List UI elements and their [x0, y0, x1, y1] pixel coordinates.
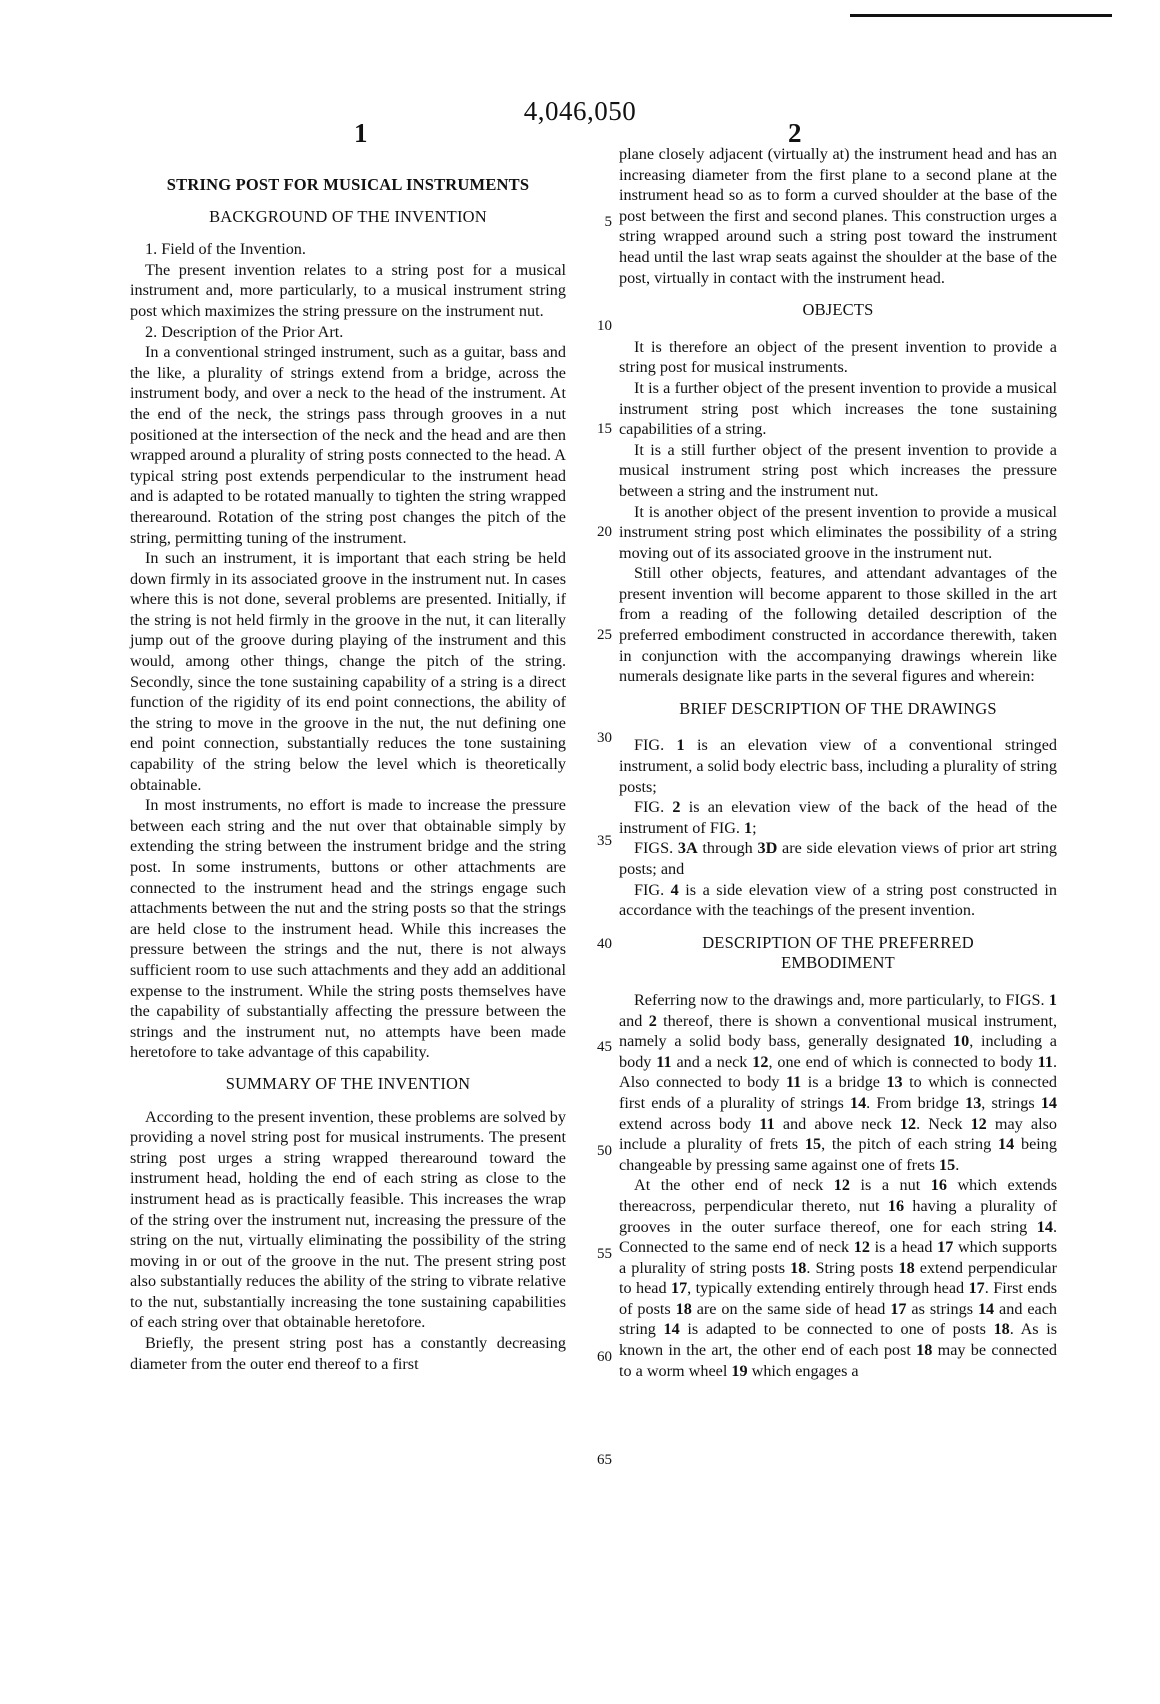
- desc-text: is a nut: [849, 1176, 931, 1195]
- line-number: 25: [597, 627, 612, 643]
- reference-numeral: 2: [648, 1011, 657, 1030]
- desc-text: . Neck: [916, 1114, 971, 1133]
- heading-drawings: BRIEF DESCRIPTION OF THE DRAWINGS: [679, 698, 997, 718]
- heading-background: BACKGROUND OF THE INVENTION: [209, 206, 487, 226]
- reference-numeral: 12: [833, 1176, 850, 1195]
- desc-text: is a head: [869, 1238, 938, 1257]
- fig-text: FIGS.: [634, 839, 678, 858]
- fig-text: is a side elevation view of a string post constructed in accordance with the teachings of the present invention.: [619, 880, 1057, 920]
- reference-numeral: 11: [759, 1114, 775, 1133]
- reference-numeral: 13: [965, 1093, 982, 1112]
- line-number: 45: [597, 1039, 612, 1055]
- desc-text: are on the same side of head: [691, 1299, 891, 1318]
- heading-objects: OBJECTS: [802, 300, 874, 320]
- desc-text: may also include a plurality of frets: [619, 1114, 1058, 1154]
- fig-text: FIG.: [634, 736, 677, 755]
- desc-text: having a plurality of grooves in the outer surface thereof, one for each string: [619, 1196, 1057, 1236]
- prior-art-paragraph-1: In a conventional stringed instrument, such as a guitar, bass and the like, a plurality of strings extend from a bridge, across the instrument body, and over a neck to the head of the instrument. At the end of the neck, the strings pass through grooves in a nut positioned at the intersection of the neck and the head and are then wrapped around a plurality of string posts connected to the head. A typical string post extends perpendicular to the instrument head and is adapted to be rotated manually to tighten the string wrapped therearound. Rotation of the string post changes the pitch of the string, permitting tuning of the instrument.: [130, 343, 566, 547]
- prior-art-paragraph-3: In most instruments, no effort is made to increase the pressure between each string and the nut over that obtainable simply by extending the string between the instrument bridge and the string post. In some instruments, buttons or other attachments are connected to the instrument head and the strings engage such attachments between the nut and the string posts so that the strings are held close to the instrument head. While this increases the pressure between the strings and the nut, there is not always sufficient room to use such attachments and they add an additional expense to the instrument. While the string posts themselves have the capability of substantially affecting the pressure between the strings and the instrument nut, no attempts have been made heretofore to take advantage of this capability.: [130, 796, 566, 1062]
- desc-text: , strings: [981, 1093, 1041, 1112]
- desc-text: being changeable by pressing same against one of frets: [619, 1135, 1057, 1174]
- desc-text: as strings: [906, 1299, 978, 1318]
- desc-text: and above neck: [774, 1114, 900, 1133]
- reference-numeral: 14: [977, 1299, 995, 1318]
- reference-numeral: 1: [1048, 990, 1057, 1009]
- description-paragraph-1: [619, 990, 1057, 1175]
- reference-numeral: 13: [886, 1073, 903, 1092]
- heading-summary: SUMMARY OF THE INVENTION: [225, 1073, 471, 1093]
- desc-text: extend perpendicular to head: [619, 1258, 1057, 1298]
- desc-text: . Connected to the same end of neck: [619, 1217, 1057, 1257]
- desc-text: may be connected to a worm wheel: [619, 1341, 1058, 1380]
- desc-text: .: [955, 1155, 960, 1174]
- reference-numeral: 16: [930, 1176, 947, 1195]
- line-number: 50: [597, 1143, 612, 1159]
- field-paragraph: The present invention relates to a string post for a musical instrument and, more particularly, to a musical instrument string post which maximizes the string pressure on the instrument nut.: [130, 260, 566, 320]
- desc-text: . As is known in the art, the other end of each post: [619, 1320, 1058, 1360]
- line-number: 55: [597, 1246, 612, 1262]
- line-number: 65: [597, 1452, 612, 1468]
- fig-text: is an elevation view of a conventional stringed instrument, a solid body electric bass, including a plurality of string posts;: [619, 736, 1057, 796]
- figure-ref: 1: [676, 736, 685, 755]
- reference-numeral: 18: [790, 1258, 807, 1277]
- desc-text: . Also connected to body: [619, 1052, 1057, 1092]
- line-numbers: [572, 0, 616, 1704]
- line-number: 30: [597, 730, 612, 746]
- reference-numeral: 18: [898, 1258, 915, 1277]
- reference-numeral: 14: [1036, 1217, 1053, 1236]
- desc-text: Referring now to the drawings and, more particularly, to FIGS.: [634, 990, 1049, 1009]
- desc-text: . From bridge: [866, 1093, 966, 1112]
- reference-numeral: 18: [675, 1299, 692, 1318]
- fig-text: is an elevation view of the back of the head of the instrument of FIG.: [619, 798, 1058, 837]
- line-number: 20: [597, 524, 612, 540]
- heading-description-line-1: DESCRIPTION OF THE PREFERRED: [702, 932, 974, 952]
- desc-text: and: [619, 1011, 649, 1030]
- heading-description-line-2: EMBODIMENT: [781, 953, 895, 973]
- column-number-left: 1: [354, 118, 368, 148]
- reference-numeral: 10: [953, 1032, 970, 1051]
- description-paragraph-2: [619, 1175, 1057, 1381]
- reference-numeral: 15: [804, 1135, 822, 1154]
- figure-ref: 4: [670, 880, 679, 899]
- right-column: [619, 144, 1057, 1381]
- line-number: 60: [597, 1349, 612, 1365]
- fig-text: ;: [752, 818, 757, 837]
- field-label: 1. Field of the Invention.: [145, 240, 306, 259]
- desc-text: , typically extending entirely through head: [687, 1279, 969, 1298]
- reference-numeral: 16: [887, 1196, 905, 1215]
- desc-text: , the pitch of each string: [821, 1135, 999, 1154]
- object-paragraph-1: It is therefore an object of the present invention to provide a string post for musical instruments.: [619, 337, 1057, 377]
- left-column: [130, 175, 566, 1374]
- figure-ref: 3A: [677, 839, 698, 858]
- column-number-right: 2: [788, 118, 802, 148]
- desc-text: , including a body: [619, 1032, 1057, 1071]
- fig-text: FIG.: [634, 880, 671, 899]
- object-paragraph-3: It is a still further object of the present invention to provide a musical instrument string post which increases the pressure between a string and the instrument nut.: [619, 440, 1057, 500]
- figure-4-description: [619, 880, 1057, 921]
- reference-numeral: 17: [890, 1299, 907, 1318]
- line-number: 35: [597, 833, 612, 849]
- desc-text: which extends thereacross, perpendicular thereto, nut: [619, 1176, 1057, 1215]
- prior-art-paragraph-2: In such an instrument, it is important that each string be held down firmly in its associated groove in the instrument nut. In cases where this is not done, several problems are presented. Initially, if the string is not held firmly in the groove in the nut, it can literally jump out of the groove during playing of the instrument and this would, among other things, change the pitch of the string. Secondly, since the tone sustaining capability of a string is a direct function of the rigidity of its end point connections, the ability of the string to move in the groove in the nut, the nut defining one end point connection, substantially reduces the tone sustaining capability of the string below the level which is theoretically obtainable.: [130, 549, 566, 794]
- figure-3-description: [619, 838, 1057, 879]
- line-number: 40: [597, 936, 612, 952]
- summary-paragraph-1: According to the present invention, these problems are solved by providing a novel string post for musical instruments. The present string post urges a string wrapped therearound toward the instrument head, holding the end of each string as close to the instrument head as is practically feasible. This increases the wrap of the string over the instrument nut, increasing the pressure of the string on the nut, virtually eliminating the possibility of the string moving in or out of the groove in the nut. The present string post also substantially reduces the ability of the string to vibrate relative to the nut, substantially increasing the tone sustaining capabilities of each string over that obtainable heretofore.: [130, 1107, 566, 1332]
- reference-numeral: 19: [731, 1361, 748, 1380]
- figure-2-description: [619, 797, 1057, 838]
- desc-text: thereof, there is shown a conventional musical instrument, namely a solid body bass, generally designated: [619, 1011, 1057, 1051]
- reference-numeral: 14: [849, 1093, 867, 1112]
- reference-numeral: 11: [785, 1073, 802, 1092]
- reference-numeral: 17: [937, 1238, 954, 1257]
- line-number: 5: [604, 214, 612, 230]
- desc-text: which engages a: [747, 1361, 859, 1380]
- reference-numeral: 18: [916, 1341, 933, 1360]
- summary-paragraph-2: Briefly, the present string post has a constantly decreasing diameter from the outer end thereof to a first: [130, 1334, 566, 1373]
- line-number: 10: [597, 318, 612, 334]
- desc-text: to which is connected first ends of a plurality of strings: [619, 1073, 1057, 1112]
- prior-art-label: 2. Description of the Prior Art.: [145, 322, 344, 341]
- reference-numeral: 12: [752, 1052, 769, 1071]
- desc-text: At the other end of neck: [634, 1176, 834, 1195]
- patent-number: 4,046,050: [523, 96, 637, 126]
- line-number: 15: [597, 421, 612, 437]
- desc-text: and each string: [619, 1299, 1057, 1339]
- continuation-paragraph: plane closely adjacent (virtually at) the instrument head and has an increasing diameter from the first plane to a second plane at the instrument head so as to form a curved shoulder at the base of the post between the first and second planes. This construction urges a string wrapped around such a string post toward the instrument head until the last wrap seats against the shoulder at the base of the post, virtually in contact with the instrument head.: [619, 145, 1057, 287]
- reference-numeral: 18: [993, 1320, 1010, 1339]
- reference-numeral: 11: [656, 1052, 672, 1071]
- reference-numeral: 12: [970, 1114, 987, 1133]
- object-paragraph-4: It is another object of the present invention to provide a musical instrument string post which eliminates the possibility of a string moving out of its associated groove in the instrument nut.: [619, 502, 1057, 562]
- figure-1-description: [619, 735, 1057, 797]
- reference-numeral: 14: [998, 1135, 1015, 1154]
- figure-ref: 3D: [757, 839, 778, 858]
- object-paragraph-5: Still other objects, features, and attendant advantages of the present invention will become apparent to those skilled in the art from a reading of the following detailed description of the preferred embodiment constructed in accordance therewith, taken in conjunction with the accompanying drawings wherein like numerals designate like parts in the several figures and wherein:: [619, 564, 1057, 686]
- desc-text: . First ends of posts: [619, 1279, 1057, 1318]
- figure-ref: 1: [744, 818, 753, 837]
- desc-text: which supports a plurality of string posts: [619, 1238, 1058, 1277]
- desc-text: is adapted to be connected to one of posts: [679, 1320, 994, 1339]
- reference-numeral: 14: [663, 1320, 680, 1339]
- reference-numeral: 15: [939, 1155, 956, 1174]
- reference-numeral: 12: [853, 1238, 870, 1257]
- desc-text: , one end of which is connected to body: [768, 1052, 1038, 1071]
- fig-text: are side elevation views of prior art string posts; and: [619, 839, 1057, 878]
- reference-numeral: 11: [1037, 1052, 1053, 1071]
- desc-text: extend across body: [619, 1114, 760, 1133]
- fig-text: through: [697, 839, 758, 858]
- object-paragraph-2: It is a further object of the present invention to provide a musical instrument string post which increases the tone sustaining capabilities of a string.: [619, 378, 1057, 439]
- reference-numeral: 17: [670, 1279, 688, 1298]
- top-rule: [850, 14, 1112, 17]
- figure-ref: 2: [672, 798, 681, 817]
- desc-text: and a neck: [671, 1052, 753, 1071]
- document-title: STRING POST FOR MUSICAL INSTRUMENTS: [166, 175, 530, 194]
- reference-numeral: 17: [968, 1279, 985, 1298]
- reference-numeral: 14: [1040, 1093, 1057, 1112]
- desc-text: is a bridge: [801, 1073, 887, 1092]
- desc-text: . String posts: [806, 1258, 899, 1277]
- fig-text: FIG.: [634, 798, 673, 817]
- reference-numeral: 12: [899, 1114, 917, 1133]
